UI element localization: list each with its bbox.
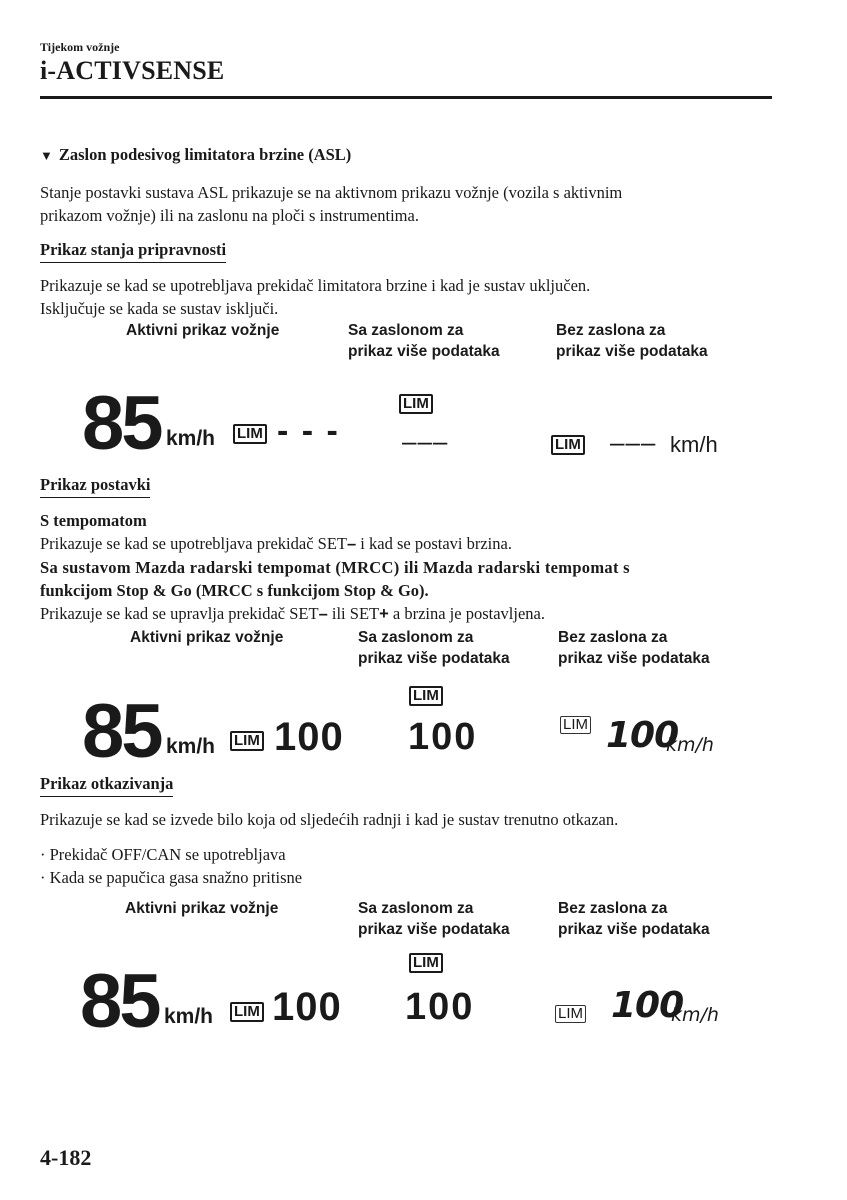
mrcc-text xyxy=(40,602,545,626)
label-line: Sa zaslonom za xyxy=(358,900,474,917)
section-heading-text: Zaslon podesivog limitatora brzine (ASL) xyxy=(58,145,352,164)
column-label-multi-info xyxy=(358,627,510,669)
column-label-no-multi-info xyxy=(556,320,708,362)
label-line: prikaz više podataka xyxy=(556,343,708,360)
lim-icon: LIM xyxy=(560,716,591,734)
column-label-multi-info xyxy=(358,898,510,940)
text-segment: Prikazuje se kad se upotrebljava prekidač SET xyxy=(40,534,347,553)
label-line: Sa zaslonom za xyxy=(358,629,474,646)
cancel-bullet-2: · Kada se papučica gasa snažno pritisne xyxy=(40,868,303,887)
no-multi-info-dashes: ––– xyxy=(610,427,657,457)
settings-heading: Prikaz postavki xyxy=(40,475,150,498)
cancel-heading: Prikaz otkazivanja xyxy=(40,774,173,797)
label-line: Bez zaslona za xyxy=(558,629,668,646)
lim-icon: LIM xyxy=(399,394,433,414)
cruise-text xyxy=(40,532,512,556)
intro-text-line-2: prikazom vožnje) ili na zaslonu na ploči s instrumentima. xyxy=(40,206,419,225)
standby-heading: Prikaz stanja pripravnosti xyxy=(40,240,226,263)
page-number: 4-182 xyxy=(40,1145,92,1170)
cruise-heading: S tempomatom xyxy=(40,511,147,530)
minus-icon: – xyxy=(346,535,357,553)
active-display-speed: 85 xyxy=(82,381,161,466)
column-label-active-display: Aktivni prikaz vožnje xyxy=(125,900,279,917)
lim-icon: LIM xyxy=(555,1005,586,1023)
active-display-speed: 85 xyxy=(82,689,161,774)
label-line: prikaz više podataka xyxy=(558,921,710,938)
label-line: prikaz više podataka xyxy=(358,921,510,938)
intro-text-line-1: Stanje postavki sustava ASL prikazuje se na aktivnom prikazu vožnje (vozila s aktivnim xyxy=(40,183,623,202)
label-line: Sa zaslonom za xyxy=(348,322,464,339)
text-segment: Prikazuje se kad se upravlja prekidač SET xyxy=(40,604,319,623)
text-segment: a brzina je postavljena. xyxy=(388,604,545,623)
triangle-down-icon: ▼ xyxy=(40,148,53,163)
column-label-no-multi-info xyxy=(558,627,710,669)
active-display-speed: 85 xyxy=(80,959,159,1044)
standby-text-line-1: Prikazuje se kad se upotrebljava prekidač limitatora brzine i kad je sustav uključen. xyxy=(40,276,591,295)
active-display-unit: km/h xyxy=(166,427,216,450)
label-line: Bez zaslona za xyxy=(556,322,666,339)
mrcc-heading-line-1: Sa sustavom Mazda radarski tempomat (MRCC) ili Mazda radarski tempomat s xyxy=(40,558,630,577)
active-display-set-speed: 100 xyxy=(272,985,342,1029)
active-display-set-speed: 100 xyxy=(274,715,344,759)
label-line: Bez zaslona za xyxy=(558,900,668,917)
lim-icon: LIM xyxy=(233,424,267,444)
column-label-active-display: Aktivni prikaz vožnje xyxy=(130,629,284,646)
lim-icon: LIM xyxy=(230,1002,264,1022)
column-label-no-multi-info xyxy=(558,898,710,940)
standby-text-line-2: Isključuje se kada se sustav isključi. xyxy=(40,299,279,318)
mrcc-heading-line-2: funkcijom Stop & Go (MRCC s funkcijom Stop & Go). xyxy=(40,581,429,600)
segment-display-set-speed: 100 xyxy=(611,985,684,1026)
plus-icon: + xyxy=(379,605,389,623)
lim-icon: LIM xyxy=(409,686,443,706)
cancel-bullet-1: · Prekidač OFF/CAN se upotrebljava xyxy=(40,845,286,864)
label-line: prikaz više podataka xyxy=(358,650,510,667)
active-display-dashes: - - - xyxy=(277,412,340,450)
label-line: prikaz više podataka xyxy=(558,650,710,667)
column-label-multi-info xyxy=(348,320,500,362)
section-heading xyxy=(40,145,351,165)
active-display-unit: km/h xyxy=(164,1005,214,1028)
title-divider xyxy=(40,96,772,99)
lim-icon: LIM xyxy=(409,953,443,973)
multi-info-set-speed: 100 xyxy=(408,716,478,758)
segment-display-unit: km/h xyxy=(671,1004,719,1026)
lim-icon: LIM xyxy=(230,731,264,751)
minus-icon: – xyxy=(318,605,328,623)
page-title: i-ACTIVSENSE xyxy=(40,56,225,85)
segment-display-unit: km/h xyxy=(666,734,714,756)
cancel-text: Prikazuje se kad se izvede bilo koja od sljedećih radnji i kad je sustav trenutno otkazan. xyxy=(40,810,619,829)
lim-icon: LIM xyxy=(551,435,585,455)
multi-info-set-speed: 100 xyxy=(405,986,475,1028)
text-segment: ili SET xyxy=(327,604,380,623)
no-multi-info-unit: km/h xyxy=(670,432,718,457)
active-display-unit: km/h xyxy=(166,735,216,758)
text-segment: i kad se postavi brzina. xyxy=(356,534,512,553)
multi-info-dashes: ––– xyxy=(402,426,449,456)
segment-display-set-speed: 100 xyxy=(606,715,679,756)
column-label-active-display: Aktivni prikaz vožnje xyxy=(126,322,280,339)
breadcrumb: Tijekom vožnje xyxy=(40,40,120,54)
label-line: prikaz više podataka xyxy=(348,343,500,360)
